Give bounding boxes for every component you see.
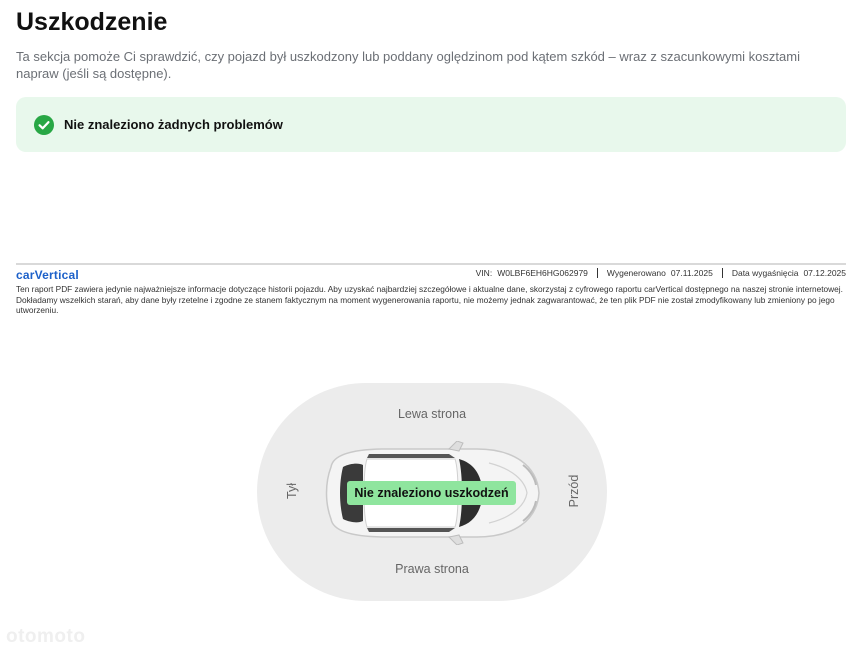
expiry-info — [722, 268, 846, 278]
generated-label: Wygenerowano — [606, 268, 666, 278]
carvertical-logo: carVertical — [16, 268, 79, 282]
section-description: Ta sekcja pomoże Ci sprawdzić, czy pojazd był uszkodzony lub poddany oględzinom pod kątem szkód – wraz z szacunkowymi kosztami napraw (jeśli są dostępne). — [16, 49, 800, 81]
expiry-label: Data wygaśnięcia — [731, 268, 799, 278]
status-banner — [16, 97, 846, 152]
check-circle-icon — [34, 115, 54, 135]
vin-value: W0LBF6EH6HG062979 — [497, 268, 588, 278]
generated-date: 07.11.2025 — [670, 268, 713, 278]
expiry-date: 07.12.2025 — [803, 268, 846, 278]
otomoto-watermark: otomoto — [6, 626, 86, 647]
disclaimer: Ten raport PDF zawiera jedynie najważniejsze informacje dotyczące historii pojazdu. Aby uzyskać najbardziej szczegółowe i aktualne dane, skorzystaj z cyfrowego raportu carVertical dostępnego na naszej stronie internetowej. Dokładamy wszelkich starań, aby dane były rzetelne i zgodne ze stanem faktycznym na moment wygenerowania raportu, nie możemy jednak zagwarantować, że ten plik PDF nie został zmodyfikowany lub zmieniony po jego utworzeniu. — [16, 284, 843, 315]
right-side-label: Prawa strona — [395, 562, 469, 576]
no-damage-badge: Nie znaleziono uszkodzeń — [347, 481, 516, 505]
vin-info — [467, 268, 597, 278]
rear-label: Tył — [285, 483, 299, 499]
left-side-label: Lewa strona — [397, 407, 467, 421]
generated-info — [597, 268, 722, 278]
footer-divider — [16, 263, 846, 265]
report-meta — [467, 268, 846, 278]
status-text: Nie znaleziono żadnych problemów — [64, 117, 283, 132]
damage-diagram — [257, 383, 607, 601]
section-title: Uszkodzenie — [16, 8, 168, 36]
front-label: Przód — [567, 474, 581, 508]
vin-label: VIN: — [475, 268, 493, 278]
